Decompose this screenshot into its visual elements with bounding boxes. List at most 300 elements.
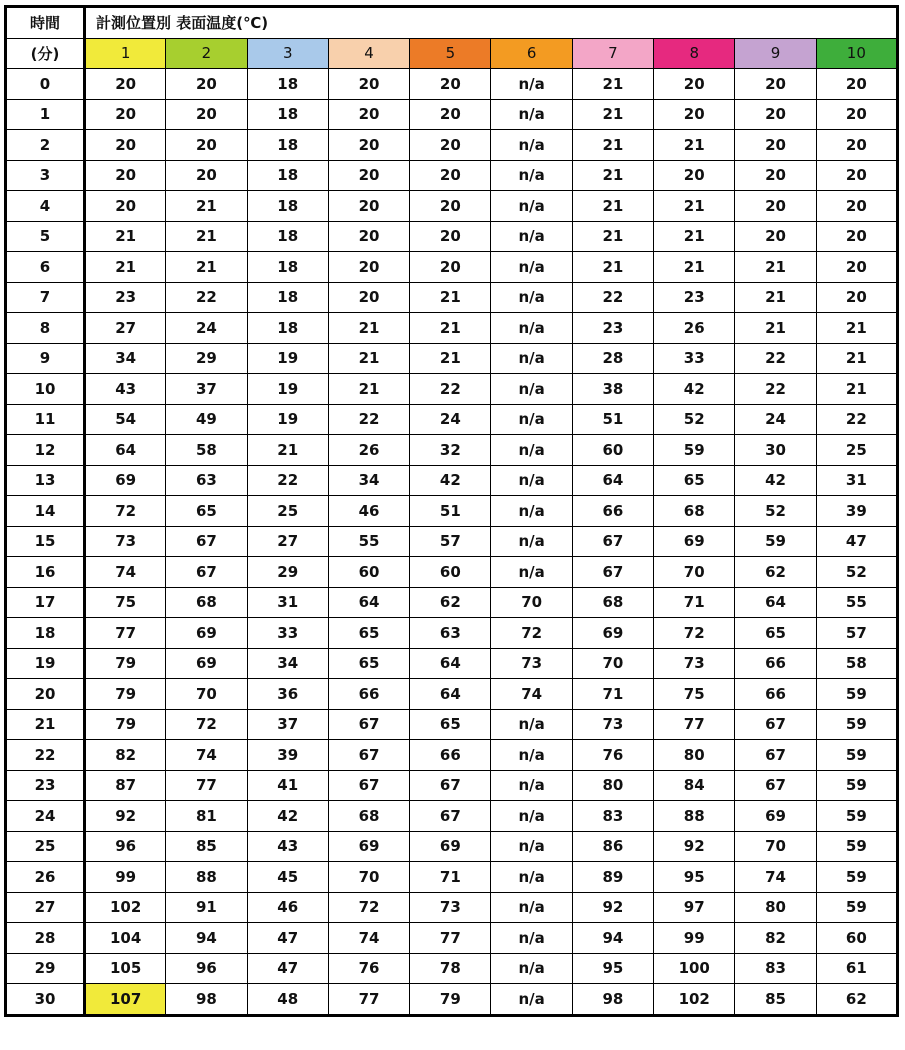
value-cell: 20 [410, 99, 491, 130]
value-cell: 59 [816, 679, 897, 710]
value-cell: 86 [572, 831, 653, 862]
value-cell: 79 [85, 709, 166, 740]
value-cell: 59 [816, 862, 897, 893]
value-cell: 21 [328, 313, 409, 344]
value-cell: 25 [816, 435, 897, 466]
unit-header: (分) [6, 38, 85, 69]
value-cell: 20 [654, 69, 735, 100]
table-title: 計測位置別 表面温度(℃) [85, 7, 898, 39]
value-cell: 24 [410, 404, 491, 435]
value-cell: 102 [85, 892, 166, 923]
value-cell: 65 [654, 465, 735, 496]
value-cell: 19 [247, 374, 328, 405]
value-cell: n/a [491, 313, 572, 344]
value-cell: 74 [166, 740, 247, 771]
value-cell: 65 [166, 496, 247, 527]
value-cell: 74 [491, 679, 572, 710]
table-row [6, 801, 898, 832]
value-cell: 64 [328, 587, 409, 618]
time-cell: 6 [6, 252, 85, 283]
value-cell: 21 [654, 252, 735, 283]
value-cell: n/a [491, 923, 572, 954]
value-cell: 18 [247, 282, 328, 313]
value-cell: 41 [247, 770, 328, 801]
value-cell: 20 [328, 160, 409, 191]
value-cell: 21 [735, 313, 816, 344]
value-cell: 66 [735, 679, 816, 710]
value-cell: n/a [491, 435, 572, 466]
time-cell: 13 [6, 465, 85, 496]
value-cell: 77 [654, 709, 735, 740]
value-cell: 18 [247, 221, 328, 252]
time-cell: 15 [6, 526, 85, 557]
time-cell: 18 [6, 618, 85, 649]
value-cell: 20 [166, 99, 247, 130]
value-cell: 99 [85, 862, 166, 893]
table-row [6, 679, 898, 710]
table-row [6, 221, 898, 252]
value-cell: 82 [85, 740, 166, 771]
value-cell: 58 [816, 648, 897, 679]
value-cell: n/a [491, 953, 572, 984]
value-cell: 77 [166, 770, 247, 801]
value-cell: 71 [654, 587, 735, 618]
time-cell: 8 [6, 313, 85, 344]
value-cell: 21 [572, 160, 653, 191]
value-cell: 20 [735, 221, 816, 252]
value-cell: 60 [410, 557, 491, 588]
value-cell: 69 [166, 648, 247, 679]
value-cell: 62 [816, 984, 897, 1016]
value-cell: 21 [572, 221, 653, 252]
value-cell: n/a [491, 831, 572, 862]
value-cell: n/a [491, 404, 572, 435]
value-cell: 60 [816, 923, 897, 954]
value-cell: n/a [491, 496, 572, 527]
value-cell: 69 [166, 618, 247, 649]
value-cell: 20 [654, 99, 735, 130]
value-cell: 104 [85, 923, 166, 954]
value-cell: 21 [166, 221, 247, 252]
time-cell: 14 [6, 496, 85, 527]
value-cell: 69 [410, 831, 491, 862]
value-cell: 20 [735, 130, 816, 161]
value-cell: 66 [735, 648, 816, 679]
value-cell: 20 [85, 69, 166, 100]
value-cell: n/a [491, 191, 572, 222]
value-cell: 21 [410, 313, 491, 344]
value-cell: 22 [735, 374, 816, 405]
value-cell: 59 [816, 709, 897, 740]
time-cell: 21 [6, 709, 85, 740]
value-cell: 72 [166, 709, 247, 740]
value-cell: 20 [735, 69, 816, 100]
time-cell: 4 [6, 191, 85, 222]
value-cell: 62 [735, 557, 816, 588]
value-cell: 73 [491, 648, 572, 679]
value-cell: 18 [247, 252, 328, 283]
value-cell: n/a [491, 282, 572, 313]
table-row [6, 557, 898, 588]
value-cell: 102 [654, 984, 735, 1016]
value-cell: 59 [816, 831, 897, 862]
time-cell: 20 [6, 679, 85, 710]
value-cell: 73 [85, 526, 166, 557]
value-cell: 64 [410, 648, 491, 679]
value-cell: 71 [410, 862, 491, 893]
value-cell: 21 [654, 221, 735, 252]
value-cell: 67 [735, 770, 816, 801]
value-cell: 92 [85, 801, 166, 832]
table-row [6, 130, 898, 161]
value-cell: 20 [85, 160, 166, 191]
value-cell: 20 [816, 252, 897, 283]
value-cell: 21 [85, 252, 166, 283]
value-cell: 72 [328, 892, 409, 923]
value-cell: 29 [247, 557, 328, 588]
value-cell: 19 [247, 404, 328, 435]
value-cell: 22 [816, 404, 897, 435]
value-cell: 21 [166, 191, 247, 222]
table-row [6, 99, 898, 130]
value-cell: 22 [572, 282, 653, 313]
value-cell: 95 [654, 862, 735, 893]
value-cell: 43 [247, 831, 328, 862]
value-cell: 77 [410, 923, 491, 954]
value-cell: 76 [572, 740, 653, 771]
value-cell: n/a [491, 984, 572, 1016]
value-cell: 92 [572, 892, 653, 923]
time-cell: 19 [6, 648, 85, 679]
value-cell: 69 [85, 465, 166, 496]
value-cell: 20 [816, 160, 897, 191]
value-cell: 21 [654, 191, 735, 222]
value-cell: 70 [491, 587, 572, 618]
value-cell: 63 [166, 465, 247, 496]
value-cell: 67 [735, 709, 816, 740]
value-cell: 18 [247, 160, 328, 191]
time-cell: 0 [6, 69, 85, 100]
value-cell: 65 [735, 618, 816, 649]
value-cell: 79 [410, 984, 491, 1016]
value-cell: 107 [85, 984, 166, 1016]
value-cell: 96 [166, 953, 247, 984]
value-cell: 60 [328, 557, 409, 588]
time-cell: 2 [6, 130, 85, 161]
value-cell: 42 [247, 801, 328, 832]
value-cell: n/a [491, 465, 572, 496]
value-cell: 21 [816, 313, 897, 344]
time-cell: 25 [6, 831, 85, 862]
value-cell: 20 [816, 282, 897, 313]
time-cell: 27 [6, 892, 85, 923]
value-cell: 85 [735, 984, 816, 1016]
value-cell: 33 [247, 618, 328, 649]
value-cell: 67 [410, 770, 491, 801]
value-cell: 19 [247, 343, 328, 374]
value-cell: 67 [166, 526, 247, 557]
value-cell: 84 [654, 770, 735, 801]
column-header-6: 6 [491, 38, 572, 69]
value-cell: 21 [572, 130, 653, 161]
value-cell: 21 [328, 343, 409, 374]
value-cell: 37 [247, 709, 328, 740]
value-cell: 65 [410, 709, 491, 740]
value-cell: 98 [572, 984, 653, 1016]
table-row [6, 740, 898, 771]
value-cell: 20 [166, 69, 247, 100]
time-cell: 28 [6, 923, 85, 954]
value-cell: 87 [85, 770, 166, 801]
value-cell: 42 [735, 465, 816, 496]
value-cell: 21 [816, 343, 897, 374]
value-cell: 68 [166, 587, 247, 618]
value-cell: 39 [247, 740, 328, 771]
table-row [6, 526, 898, 557]
table-row [6, 953, 898, 984]
time-cell: 30 [6, 984, 85, 1016]
value-cell: 64 [85, 435, 166, 466]
value-cell: 21 [85, 221, 166, 252]
value-cell: 79 [85, 648, 166, 679]
table-row [6, 252, 898, 283]
value-cell: 82 [735, 923, 816, 954]
table-row [6, 69, 898, 100]
value-cell: 97 [654, 892, 735, 923]
value-cell: 70 [166, 679, 247, 710]
value-cell: 72 [654, 618, 735, 649]
table-row [6, 313, 898, 344]
value-cell: 74 [328, 923, 409, 954]
value-cell: 27 [85, 313, 166, 344]
value-cell: n/a [491, 160, 572, 191]
column-header-5: 5 [410, 38, 491, 69]
table-row [6, 343, 898, 374]
value-cell: 99 [654, 923, 735, 954]
value-cell: 21 [816, 374, 897, 405]
time-cell: 5 [6, 221, 85, 252]
value-cell: 20 [654, 160, 735, 191]
value-cell: 94 [166, 923, 247, 954]
value-cell: 79 [85, 679, 166, 710]
value-cell: 22 [247, 465, 328, 496]
table-row [6, 831, 898, 862]
value-cell: 20 [85, 191, 166, 222]
value-cell: 21 [735, 252, 816, 283]
value-cell: 67 [328, 770, 409, 801]
value-cell: n/a [491, 374, 572, 405]
value-cell: n/a [491, 801, 572, 832]
value-cell: 21 [410, 282, 491, 313]
value-cell: 26 [654, 313, 735, 344]
value-cell: 105 [85, 953, 166, 984]
value-cell: 72 [491, 618, 572, 649]
table-row [6, 618, 898, 649]
value-cell: n/a [491, 343, 572, 374]
column-header-7: 7 [572, 38, 653, 69]
value-cell: 20 [166, 160, 247, 191]
value-cell: n/a [491, 130, 572, 161]
value-cell: 80 [654, 740, 735, 771]
value-cell: 92 [654, 831, 735, 862]
value-cell: 31 [247, 587, 328, 618]
column-header-9: 9 [735, 38, 816, 69]
value-cell: 23 [654, 282, 735, 313]
value-cell: 65 [328, 618, 409, 649]
value-cell: 24 [166, 313, 247, 344]
value-cell: 21 [735, 282, 816, 313]
value-cell: 18 [247, 69, 328, 100]
value-cell: 22 [735, 343, 816, 374]
time-cell: 16 [6, 557, 85, 588]
value-cell: 20 [328, 191, 409, 222]
value-cell: 70 [654, 557, 735, 588]
value-cell: 73 [654, 648, 735, 679]
value-cell: 45 [247, 862, 328, 893]
value-cell: 98 [166, 984, 247, 1016]
column-header-1: 1 [85, 38, 166, 69]
value-cell: 20 [816, 191, 897, 222]
value-cell: 69 [654, 526, 735, 557]
value-cell: 75 [654, 679, 735, 710]
temperature-table [4, 5, 899, 1017]
value-cell: 46 [247, 892, 328, 923]
value-cell: 20 [410, 130, 491, 161]
value-cell: 37 [166, 374, 247, 405]
value-cell: 89 [572, 862, 653, 893]
value-cell: 70 [572, 648, 653, 679]
value-cell: 20 [85, 130, 166, 161]
value-cell: 96 [85, 831, 166, 862]
value-cell: 20 [816, 221, 897, 252]
value-cell: 47 [247, 923, 328, 954]
value-cell: 66 [572, 496, 653, 527]
table-row [6, 648, 898, 679]
time-cell: 10 [6, 374, 85, 405]
value-cell: 52 [816, 557, 897, 588]
value-cell: 59 [735, 526, 816, 557]
table-row [6, 404, 898, 435]
value-cell: 65 [328, 648, 409, 679]
table-row [6, 282, 898, 313]
value-cell: 51 [410, 496, 491, 527]
value-cell: 20 [735, 160, 816, 191]
value-cell: 54 [85, 404, 166, 435]
value-cell: 68 [572, 587, 653, 618]
value-cell: 18 [247, 99, 328, 130]
value-cell: n/a [491, 69, 572, 100]
value-cell: 31 [816, 465, 897, 496]
value-cell: 67 [328, 709, 409, 740]
time-cell: 11 [6, 404, 85, 435]
value-cell: 100 [654, 953, 735, 984]
value-cell: 51 [572, 404, 653, 435]
value-cell: 77 [328, 984, 409, 1016]
value-cell: 91 [166, 892, 247, 923]
value-cell: 20 [85, 99, 166, 130]
time-cell: 1 [6, 99, 85, 130]
value-cell: 24 [735, 404, 816, 435]
value-cell: 74 [735, 862, 816, 893]
value-cell: 23 [572, 313, 653, 344]
value-cell: 59 [816, 892, 897, 923]
value-cell: 20 [735, 191, 816, 222]
value-cell: 20 [410, 221, 491, 252]
value-cell: 28 [572, 343, 653, 374]
value-cell: 20 [735, 99, 816, 130]
value-cell: 59 [816, 740, 897, 771]
value-cell: 52 [654, 404, 735, 435]
value-cell: 18 [247, 313, 328, 344]
value-cell: 46 [328, 496, 409, 527]
value-cell: 57 [410, 526, 491, 557]
value-cell: 80 [572, 770, 653, 801]
table-row [6, 984, 898, 1016]
time-cell: 12 [6, 435, 85, 466]
time-cell: 17 [6, 587, 85, 618]
value-cell: 81 [166, 801, 247, 832]
value-cell: 76 [328, 953, 409, 984]
value-cell: 95 [572, 953, 653, 984]
table-row [6, 923, 898, 954]
value-cell: 74 [85, 557, 166, 588]
value-cell: 72 [85, 496, 166, 527]
value-cell: 21 [572, 99, 653, 130]
time-cell: 22 [6, 740, 85, 771]
value-cell: 20 [410, 69, 491, 100]
value-cell: 77 [85, 618, 166, 649]
value-cell: 64 [735, 587, 816, 618]
value-cell: 70 [735, 831, 816, 862]
value-cell: 58 [166, 435, 247, 466]
table-body [6, 69, 898, 1016]
value-cell: n/a [491, 99, 572, 130]
value-cell: 21 [572, 69, 653, 100]
value-cell: 75 [85, 587, 166, 618]
value-cell: 21 [328, 374, 409, 405]
value-cell: 73 [410, 892, 491, 923]
value-cell: n/a [491, 770, 572, 801]
value-cell: 22 [328, 404, 409, 435]
value-cell: 30 [735, 435, 816, 466]
value-cell: 59 [654, 435, 735, 466]
time-cell: 29 [6, 953, 85, 984]
value-cell: 59 [816, 801, 897, 832]
time-cell: 23 [6, 770, 85, 801]
table-row [6, 191, 898, 222]
time-cell: 3 [6, 160, 85, 191]
value-cell: 67 [572, 557, 653, 588]
value-cell: 60 [572, 435, 653, 466]
value-cell: 78 [410, 953, 491, 984]
value-cell: 34 [328, 465, 409, 496]
table-row [6, 435, 898, 466]
value-cell: 52 [735, 496, 816, 527]
value-cell: 21 [572, 252, 653, 283]
value-cell: 69 [328, 831, 409, 862]
value-cell: 67 [735, 740, 816, 771]
table-row [6, 465, 898, 496]
value-cell: 20 [410, 160, 491, 191]
value-cell: 85 [166, 831, 247, 862]
value-cell: 20 [328, 221, 409, 252]
value-cell: 32 [410, 435, 491, 466]
value-cell: 20 [816, 99, 897, 130]
column-header-3: 3 [247, 38, 328, 69]
value-cell: 33 [654, 343, 735, 374]
value-cell: 61 [816, 953, 897, 984]
column-header-row [6, 38, 898, 69]
